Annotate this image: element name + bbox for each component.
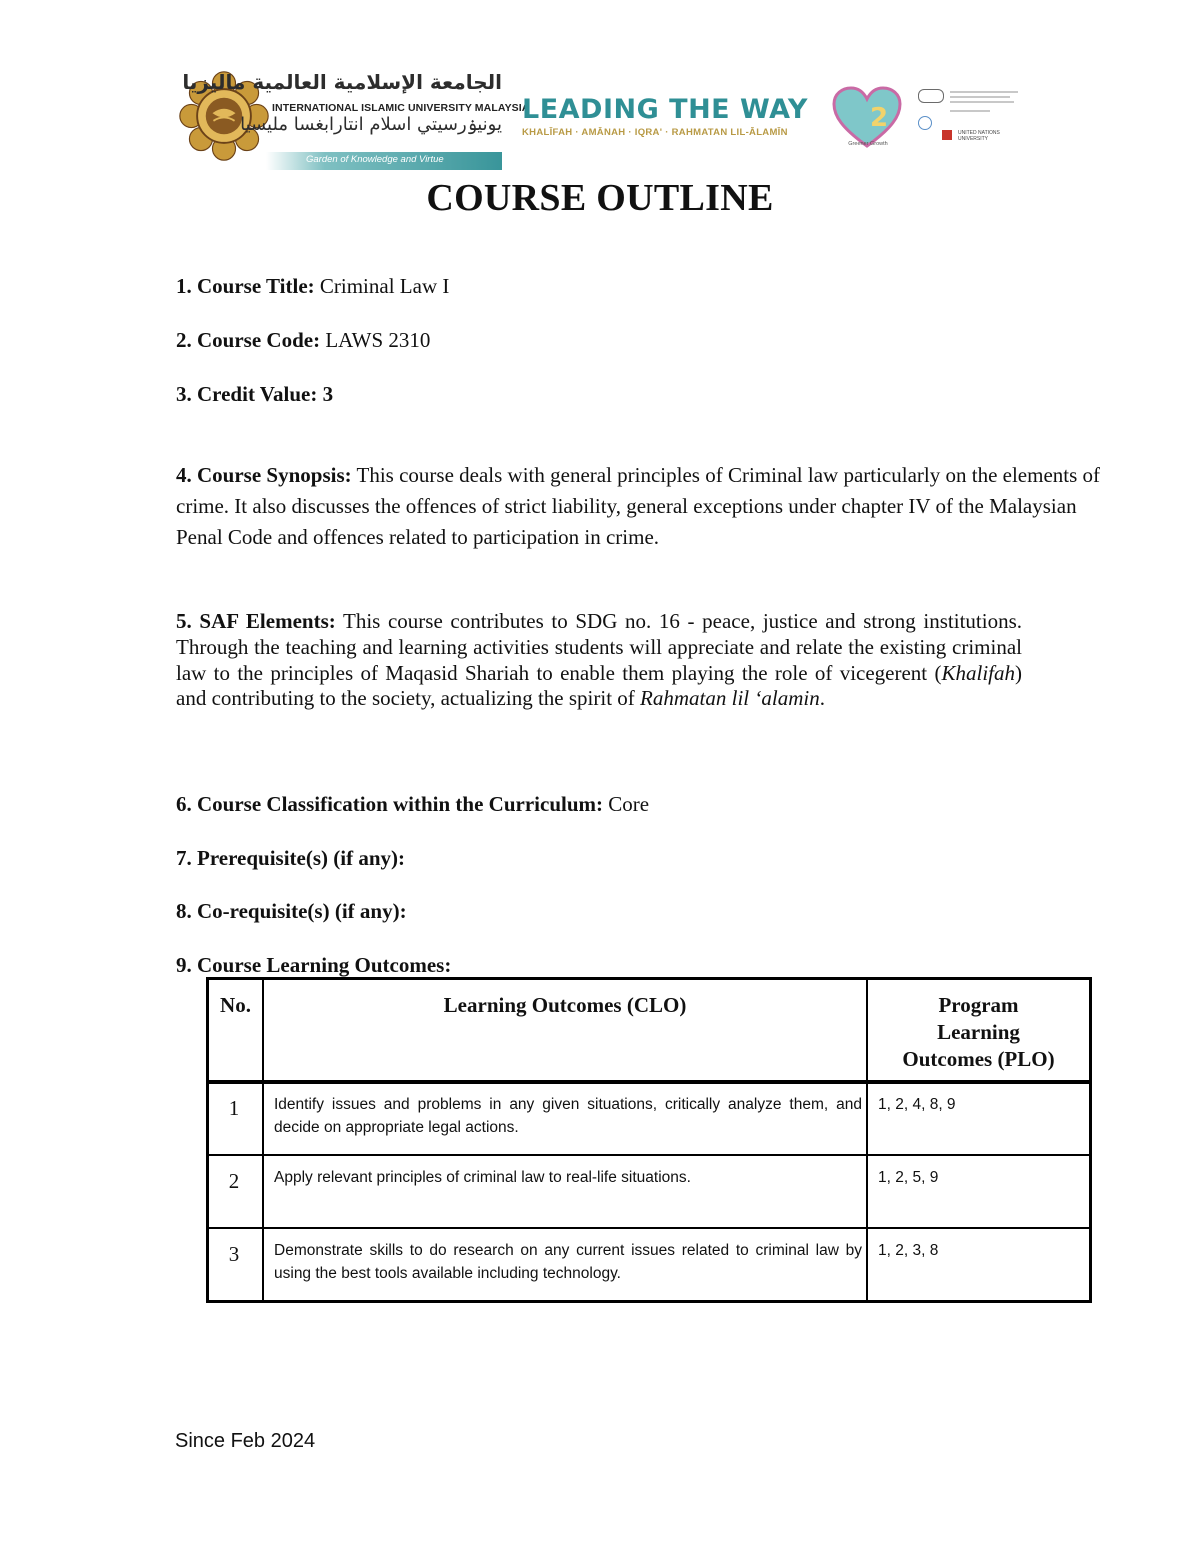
header-no: No. — [220, 993, 251, 1017]
tagline-subtitle: KHALĪFAH · AMĀNAH · IQRA' · RAHMATAN LIL-ĀLAMĪN — [522, 127, 788, 138]
synopsis-label: 4. Course Synopsis: — [176, 463, 352, 487]
table-border — [206, 1227, 1092, 1229]
table-border — [206, 1300, 1092, 1303]
table-border — [206, 1080, 1092, 1084]
iium-wordmark — [182, 70, 530, 172]
row-1-clo: Identify issues and problems in any given situations, critically analyze them, and decide on appropriate legal actions. — [274, 1096, 862, 1136]
heart-logo-caption: Greener Growth — [848, 141, 888, 147]
row-1-no: 1 — [228, 1096, 240, 1120]
saf-label: 5. SAF Elements: — [176, 609, 336, 633]
saf-text-3: . — [819, 686, 825, 711]
classification-label: 6. Course Classification within the Curriculum: — [176, 792, 603, 816]
university-name-english: INTERNATIONAL ISLAMIC UNIVERSITY MALAYSIA — [272, 102, 530, 114]
course-code-label: 2. Course Code: — [176, 328, 321, 352]
row-2-clo: Apply relevant principles of criminal law to real-life situations. — [274, 1169, 691, 1186]
saf-elements — [176, 609, 1022, 712]
partner-caption: UNITED NATIONS UNIVERSITY — [958, 130, 1000, 142]
saf-rahmatan: Rahmatan lil ‘alamin — [640, 686, 820, 711]
header-plo-line-3: Outcomes (PLO) — [902, 1047, 1055, 1071]
credit-value-field — [176, 380, 333, 408]
partner-badge-icon — [918, 89, 944, 103]
synopsis-text: This course deals with general principles of Criminal law particularly on the elements of crime. It also discusses the offences of strict liability, general exceptions under chapter IV of the Malaysian Penal Code and offences related to participation in crime. — [176, 463, 1101, 549]
university-name-jawi: يونيۏرسيتي اسلام انتارابغسا مليسيا — [240, 114, 502, 135]
table-border — [206, 977, 1092, 980]
header-clo: Learning Outcomes (CLO) — [443, 993, 687, 1017]
partner-text-line — [950, 96, 1010, 98]
university-motto: Garden of Knowledge and Virtue — [306, 154, 444, 165]
course-title-field — [176, 272, 449, 300]
prerequisite-field — [176, 844, 405, 872]
table-border — [262, 977, 264, 1303]
classification-value: Core — [603, 792, 650, 816]
corequisite-field — [176, 897, 407, 925]
motto-band — [266, 152, 502, 170]
tagline-title: LEADING THE WAY — [522, 94, 808, 125]
leading-the-way-logo — [522, 94, 822, 138]
course-title-label: 1. Course Title: — [176, 274, 315, 298]
clo-heading-label: 9. Course Learning Outcomes: — [176, 953, 452, 977]
course-code-field — [176, 326, 430, 354]
row-2-no: 2 — [228, 1169, 240, 1193]
course-synopsis — [176, 460, 1111, 553]
classification-field — [176, 790, 649, 818]
partner-text-line — [950, 91, 1018, 93]
saf-text-1: This course contributes to SDG no. 16 - peace, justice and strong institutions. Through the teaching and learning activities students will appreciate and relate the existing criminal law to the principles of Maqasid Shariah to enable them playing the role of vicegerent ( — [176, 609, 1022, 685]
table-border — [206, 1154, 1092, 1156]
university-name-arabic: الجامعة الإسلامية العالمية ماليزيا — [182, 70, 502, 94]
header-plo-line-2: Learning — [937, 1020, 1020, 1044]
document-title: COURSE OUTLINE — [426, 177, 774, 219]
course-title-value: Criminal Law I — [314, 274, 450, 298]
header-plo — [868, 992, 1089, 1073]
row-2-plo: 1, 2, 5, 9 — [878, 1169, 939, 1186]
footer-date: Since Feb 2024 — [175, 1430, 316, 1452]
row-1-plo: 1, 2, 4, 8, 9 — [878, 1096, 956, 1113]
partner-logos — [914, 88, 1024, 148]
row-3-plo: 1, 2, 3, 8 — [878, 1242, 939, 1259]
credit-value-label: 3. Credit Value: 3 — [176, 382, 334, 406]
table-border — [1089, 977, 1092, 1303]
row-3-clo: Demonstrate skills to do research on any current issues related to criminal law by using the best tools available including technology. — [274, 1242, 862, 1282]
prerequisite-label: 7. Prerequisite(s) (if any): — [176, 846, 406, 870]
course-code-value: LAWS 2310 — [320, 328, 431, 352]
un-globe-icon — [918, 116, 932, 130]
header-plo-line-1: Program — [938, 993, 1019, 1017]
partner-text-line — [950, 101, 1014, 103]
saf-khalifah: Khalifah — [941, 660, 1015, 685]
saf-text-2: ) and contributing to the society, actualizing the spirit of — [176, 660, 1022, 711]
clo-heading — [176, 951, 451, 979]
partner-text-line — [950, 110, 990, 112]
unu-logo-icon — [942, 130, 952, 140]
svg-text:2: 2 — [870, 103, 889, 133]
clo-table — [206, 977, 1092, 1303]
corequisite-label: 8. Co-requisite(s) (if any): — [176, 899, 407, 923]
row-3-no: 3 — [228, 1242, 240, 1266]
